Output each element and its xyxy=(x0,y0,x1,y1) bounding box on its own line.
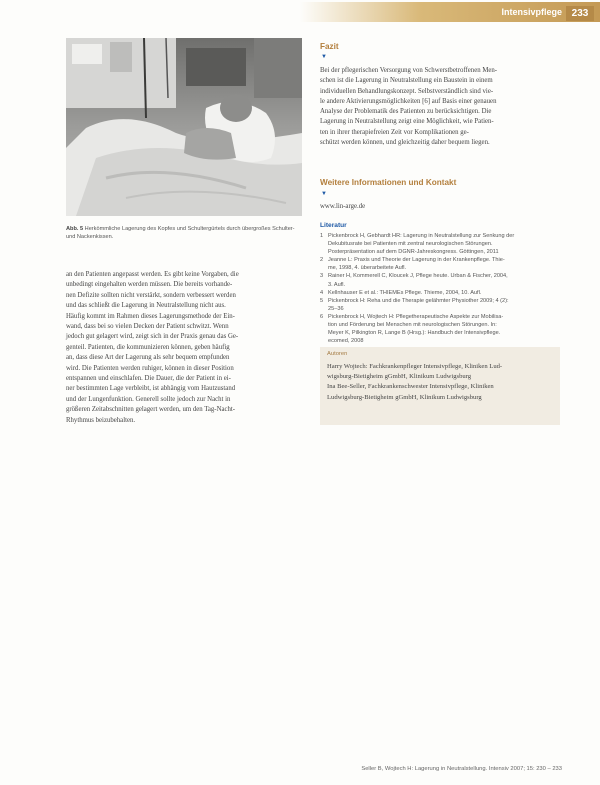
reference-number: 4 xyxy=(320,289,324,296)
reference-line: ecomed, 2008 xyxy=(328,338,364,345)
patient-bed-photo xyxy=(66,38,302,216)
list-item xyxy=(320,232,560,256)
reference-line: tion und Förderung bei Menschen mit neurologischen Störungen. In: xyxy=(328,322,497,329)
list-item xyxy=(320,256,560,272)
fazit-text xyxy=(320,66,558,148)
text-line: entspannen und einschlafen. Die Dauer, die der Patient in ei- xyxy=(66,375,231,383)
reference-line: Dekubitusrate bei Patienten mit zentral neurologischen Störungen. xyxy=(328,241,493,248)
text-line: wird. Die Patienten werden ruhiger, können in dieser Position xyxy=(66,364,234,372)
text-line: und der Lungenfunktion. Generell sollte jedoch zur Nacht in xyxy=(66,395,231,403)
reference-line: Kellnhauser E et al.: THIEMEs Pflege. Thieme, 2004, 10. Aufl. xyxy=(328,289,482,296)
figure-caption xyxy=(66,225,302,241)
reference-line: me, 1998, 4. überarbeitete Aufl. xyxy=(328,265,407,272)
text-line: an, dass diese Art der Lagerung als sehr bequem empfunden xyxy=(66,354,230,362)
list-item xyxy=(320,297,560,313)
list-item xyxy=(320,289,560,297)
text-line: Häufig kommt im Rahmen dieses Lagerungsmethode der Ein- xyxy=(66,312,235,320)
author-line: wigsburg-Bietigheim gGmbH, Klinikum Ludwigsburg xyxy=(327,373,472,381)
text-line: Rhythmus beizubehalten. xyxy=(66,416,136,424)
reference-line: Jeanne L: Praxis und Theorie der Lagerung in der Krankenpflege. Thie- xyxy=(328,257,505,264)
author-line: Ludwigsburg-Bietigheim gGmbH, Klinikum Ludwigsburg xyxy=(327,393,482,401)
reference-line: Meyer K, Pilkington R, Lange B (Hrsg.): Handbuch der Intensivpflege. xyxy=(328,330,501,337)
author-box xyxy=(320,347,560,425)
left-column-text xyxy=(66,270,302,426)
reference-line: Rainer H, Kommerell C, Kloucek J, Pflege heute. Urban & Fischer, 2004, xyxy=(328,273,508,280)
footer-citation: Seller B, Wojtech H: Lagerung in Neutralstellung. Intensiv 2007; 15: 230 – 233 xyxy=(361,766,562,772)
reference-number: 5 xyxy=(320,297,324,304)
running-head: Intensivpflege xyxy=(501,7,562,17)
author-line: Harry Wojtech: Fachkrankenpfleger Intensivpflege, Kliniken Lud- xyxy=(327,363,503,370)
reference-number: 1 xyxy=(320,233,324,239)
reference-number: 6 xyxy=(320,313,324,320)
author-text xyxy=(327,362,555,403)
text-line: Bei der pflegerischen Versorgung von Schwerstbetroffenen Men- xyxy=(320,67,498,74)
caption-text: Herkömmliche Lagerung des Kopfes und Schultergürtels durch übergroßes Schulter- und Nackenkissen. xyxy=(66,226,295,240)
text-line: unbedingt eingehalten werden müssen. Die bereits vorhande- xyxy=(66,281,233,289)
triangle-icon: ▼ xyxy=(321,191,327,197)
text-line: ner bestimmten Lage verbleibt, ist abhängig vom Hautzustand xyxy=(66,385,236,393)
literature-heading: Literatur xyxy=(320,222,347,229)
text-line: schützt werden können, und gleichzeitig daher bequem liegen. xyxy=(320,139,490,147)
caption-label: Abb. 5 xyxy=(66,226,84,232)
text-line: an den Patienten angepasst werden. Es gibt keine Vorgaben, die xyxy=(66,271,239,278)
text-line: jedoch gut gelagert wird, zeigt sich in der Praxis genau das Ge- xyxy=(66,333,239,341)
text-line: individuellen Behandlungskonzept. Selbstverständlich sind vie- xyxy=(320,87,494,95)
list-item xyxy=(320,272,560,288)
reference-number: 2 xyxy=(320,257,324,264)
triangle-icon: ▼ xyxy=(321,54,327,60)
author-label: Autoren xyxy=(327,351,348,357)
header-bar xyxy=(300,2,600,22)
reference-line: 25–36 xyxy=(328,305,344,312)
reference-line: Posterpräsentation auf dem DGNR-Jahreskongress. Göttingen, 2011 xyxy=(328,249,499,256)
figure-photo xyxy=(66,38,302,216)
text-line: ten in ihrer therapiefreien Zeit vor Komplikationen ge- xyxy=(320,128,469,136)
text-line: größeren Zeitabschnitten gelagert werden, um den Tag-Nacht- xyxy=(66,406,236,414)
literature-list xyxy=(320,232,560,345)
text-line: le andere Aktivierungsmöglichkeiten [6] auf Basis einer genauen xyxy=(320,97,497,105)
reference-number: 3 xyxy=(320,273,324,280)
website-link[interactable]: www.lin-arge.de xyxy=(320,203,366,210)
reference-line: Pickenbrock H: Reha und die Therapie gelähmter Physiother 2009; 4 (2): xyxy=(328,297,509,304)
author-line: Ina Bee-Seller, Fachkrankenschwester Intensivpflege, Kliniken xyxy=(327,383,494,391)
text-line: wand, dass bei so vielen Decken der Patient schwitzt. Wenn xyxy=(66,323,229,331)
text-line: und das schließt die Lagerung in Neutralstellung nicht aus. xyxy=(66,302,226,310)
text-line: schen ist die Lagerung in Neutralstellung ein Baustein in einem xyxy=(320,77,493,85)
text-line: genteil. Patienten, die kommunizieren können, geben häufig xyxy=(66,343,230,351)
list-item xyxy=(320,313,560,345)
text-line: Lagerung in Neutralstellung zeigt eine Möglichkeit, wie Patien- xyxy=(320,118,494,126)
text-line: nen Defizite sollten nicht verstärkt, sondern verbessert werden xyxy=(66,291,236,299)
text-line: Analyse der Problematik des Patienten zu berücksichtigen. Die xyxy=(320,108,492,116)
reference-line: Pickenbrock H, Wojtech H: Pflegetherapeutische Aspekte zur Mobilisa- xyxy=(328,313,504,320)
fazit-heading: Fazit xyxy=(320,42,339,51)
more-info-heading: Weitere Informationen und Kontakt xyxy=(320,178,457,187)
reference-line: 3. Aufl. xyxy=(328,281,346,288)
reference-line: Pickenbrock H, Gebhardt HR: Lagerung in Neutralstellung zur Senkung der xyxy=(328,233,515,239)
page-number: 233 xyxy=(566,6,594,21)
